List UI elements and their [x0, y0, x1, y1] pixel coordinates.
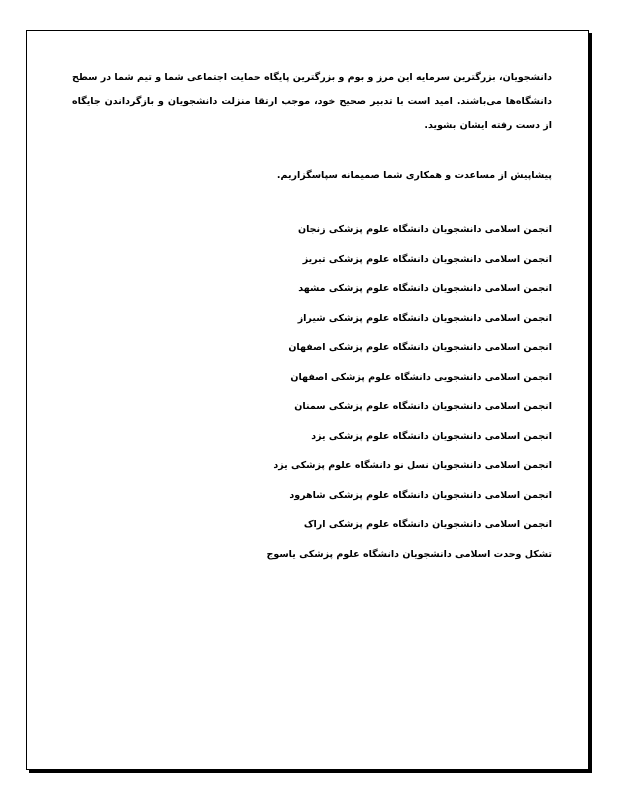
- signatory-item: انجمن اسلامی دانشجویان دانشگاه علوم پزشکی شاهرود: [289, 489, 552, 501]
- signatory-item: انجمن اسلامی دانشجویان دانشگاه علوم پزشکی شیراز: [297, 312, 552, 324]
- intro-paragraph: دانشجویان، بزرگترین سرمایه این مرز و بوم و بزرگترین پایگاه حمایت اجتماعی شما و تیم شما در سطح دانشگاه‌ها می‌باشند. امید است با تدبیر صحیح خود، موجب ارتقا منزلت دانشجویان و بازگرداندن جایگاه از دست رفته ایشان بشوید.: [72, 72, 552, 131]
- signatory-item: انجمن اسلامی دانشجویان دانشگاه علوم پزشکی زنجان: [297, 224, 552, 235]
- thanks-line: پیشاپیش از مساعدت و همکاری شما صمیمانه سپاسگزاریم.: [276, 170, 552, 181]
- signatory-item: انجمن اسلامی دانشجویان نسل نو دانشگاه علوم پزشکی یزد: [273, 460, 552, 471]
- signatory-item: انجمن اسلامی دانشجویی دانشگاه علوم پزشکی اصفهان: [290, 371, 552, 383]
- signatory-item: انجمن اسلامی دانشجویان دانشگاه علوم پزشکی تبریز: [302, 253, 552, 265]
- signatory-item: انجمن اسلامی دانشجویان دانشگاه علوم پزشکی یزد: [311, 430, 552, 442]
- signatory-item: تشکل وحدت اسلامی دانشجویان دانشگاه علوم پزشکی یاسوج: [266, 548, 552, 560]
- signatory-item: انجمن اسلامی دانشجویان دانشگاه علوم پزشکی سمنان: [294, 401, 552, 412]
- signatory-item: انجمن اسلامی دانشجویان دانشگاه علوم پزشکی اصفهان: [288, 342, 552, 353]
- signatory-item: انجمن اسلامی دانشجویان دانشگاه علوم پزشکی مشهد: [298, 283, 552, 294]
- letter-body: [72, 66, 552, 569]
- signatory-item: انجمن اسلامی دانشجویان دانشگاه علوم پزشکی اراک: [303, 519, 552, 530]
- signatory-list: [72, 215, 552, 569]
